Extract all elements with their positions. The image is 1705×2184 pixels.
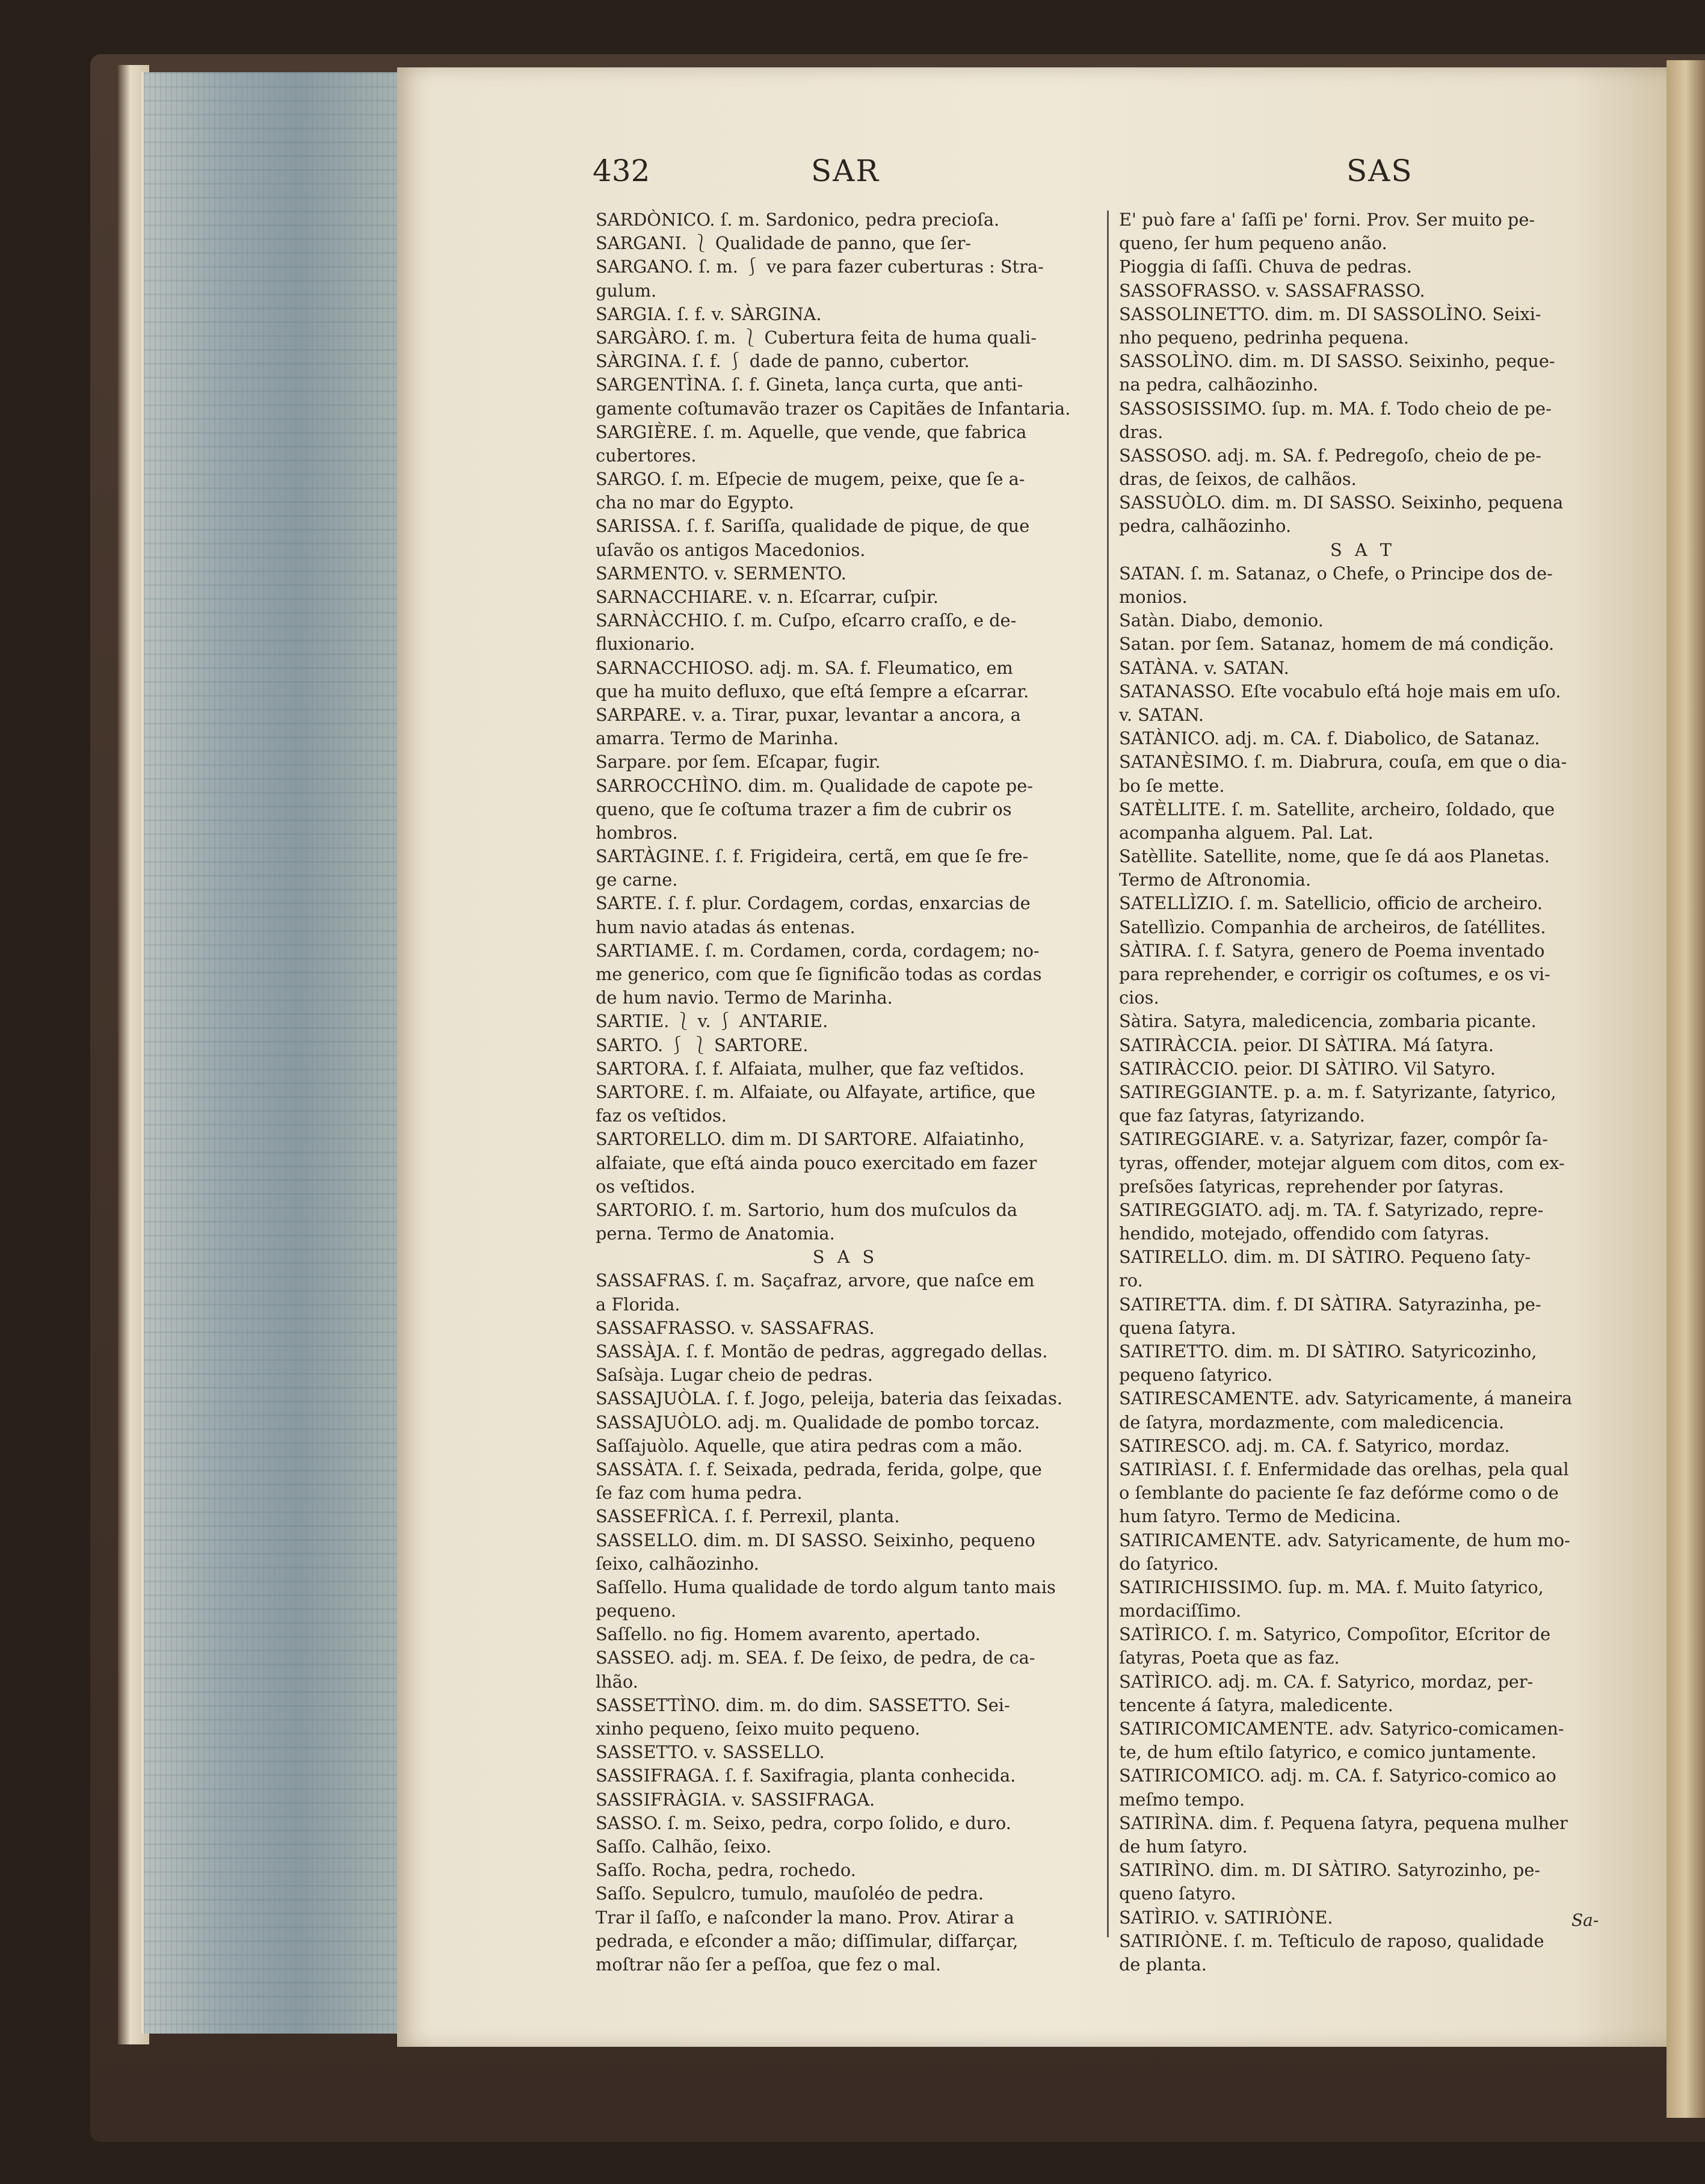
- entry-line: SATÀNICO. adj. m. CA. f. Diabolico, de Satanaz.: [1119, 728, 1540, 749]
- entry-line: E' può fare a' ſaſſi pe' forni. Prov. Ser muito pe-: [1119, 209, 1535, 230]
- entry-line: SASSEO. adj. m. SEA. f. De ſeixo, de pedra, de ca-: [596, 1647, 1035, 1668]
- entry-line: gulum.: [596, 280, 657, 301]
- entry-line: hendido, motejado, offendido com ſatyras.: [1119, 1223, 1490, 1244]
- entry-line: SASSUÒLO. dim. m. DI SASSO. Seixinho, pequena: [1119, 492, 1564, 513]
- entry-line: SATIRELLO. dim. m. DI SÀTIRO. Pequeno ſaty-: [1119, 1247, 1531, 1268]
- entry-line: SASSÀTA. ſ. f. Seixada, pedrada, ferida, golpe, que: [596, 1458, 1042, 1479]
- page-number: 432: [593, 153, 650, 188]
- entry-line: SATÀNA. v. SATAN.: [1119, 657, 1289, 678]
- entry-line: SATELLÌZIO. ſ. m. Satellicio, officio de archeiro.: [1119, 893, 1543, 914]
- entry-line: SARTORE. ſ. m. Alfaiate, ou Alfayate, artifice, que: [596, 1081, 1035, 1102]
- entry-line: quena ſatyra.: [1119, 1317, 1236, 1338]
- entry-line: Saſsàja. Lugar cheio de pedras.: [596, 1365, 873, 1386]
- entry-line: a Florida.: [596, 1294, 680, 1315]
- entry-line: SASSEFRÌCA. ſ. f. Perrexil, planta.: [596, 1506, 900, 1527]
- entry-line: SÀTIRA. ſ. f. Satyra, genero de Poema inventado: [1119, 940, 1545, 961]
- entry-line: ſe faz com huma pedra.: [596, 1482, 803, 1504]
- entry-line: perna. Termo de Anatomia.: [596, 1223, 835, 1244]
- entry-line: Termo de Aſtronomia.: [1119, 869, 1312, 890]
- entry-line: na pedra, calhãozinho.: [1119, 374, 1319, 395]
- entry-line: SARGENTÌNA. ſ. f. Gineta, lança curta, que anti-: [596, 374, 1023, 395]
- entry-line: hum navio atadas ás entenas.: [596, 916, 856, 937]
- entry-line: SATIRESCO. adj. m. CA. f. Satyrico, mordaz.: [1119, 1435, 1510, 1456]
- entry-line: SASSOSO. adj. m. SA. f. Pedregoſo, cheio de pe-: [1119, 445, 1541, 466]
- entry-line: SATIRICOMICAMENTE. adv. Satyrico-comicamen-: [1119, 1718, 1564, 1739]
- running-head-right: SAS: [1346, 153, 1413, 188]
- entry-line: SATIRETTA. dim. f. DI SÀTIRA. Satyrazinha, pe-: [1119, 1294, 1541, 1315]
- entry-line: Sarpare. por ſem. Eſcapar, fugir.: [596, 751, 881, 773]
- entry-line: SARISSA. ſ. f. Sariſſa, qualidade de pique, de que: [596, 516, 1030, 537]
- entry-line: SASSOFRASSO. v. SASSAFRASSO.: [1119, 280, 1425, 301]
- facing-page-edge: [1666, 60, 1705, 2118]
- entry-line: gamente coſtumavão trazer os Capitães de Infantaria.: [596, 398, 1071, 419]
- entry-line: SASSAJUÒLA. ſ. f. Jogo, peleija, bateria das ſeixadas.: [596, 1388, 1063, 1409]
- entry-line: Saſſello. no fig. Homem avarento, apertado.: [596, 1624, 981, 1645]
- entry-line: SASSÀJA. ſ. f. Montão de pedras, aggregado dellas.: [596, 1341, 1048, 1362]
- entry-line: SATIREGGIANTE. p. a. m. f. Satyrizante, ſatyrico,: [1119, 1081, 1556, 1102]
- entry-line: SARTO. ⎰ ⎱ SARTORE.: [596, 1034, 809, 1055]
- entry-line: pedra, calhãozinho.: [1119, 516, 1292, 537]
- entry-line: SARGANO. ſ. m. ⎰ ve para fazer cuberturas : Stra-: [596, 256, 1044, 277]
- entry-line: S A S: [812, 1247, 878, 1268]
- entry-line: meſmo tempo.: [1119, 1789, 1245, 1810]
- entry-line: monios.: [1119, 587, 1188, 607]
- entry-line: me generico, com que ſe ſignificão todas as cordas: [596, 964, 1042, 984]
- entry-line: SARNACCHIOSO. adj. m. SA. f. Fleumatico, em: [596, 657, 1013, 678]
- entry-line: SARGIÈRE. ſ. m. Aquelle, que vende, que fabrica: [596, 421, 1027, 442]
- entry-line: que faz ſatyras, ſatyrizando.: [1119, 1105, 1365, 1126]
- entry-line: SARTORELLO. dim m. DI SARTORE. Alfaiatinho,: [596, 1129, 1025, 1150]
- running-head-left: SAR: [811, 153, 880, 188]
- entry-line: SATIRESCAMENTE. adv. Satyricamente, á maneira: [1119, 1388, 1573, 1409]
- entry-line: tyras, offender, motejar alguem com ditos, com ex-: [1119, 1152, 1565, 1173]
- entry-line: SARTORIO. ſ. m. Sartorio, hum dos muſculos da: [596, 1199, 1018, 1220]
- entry-line: hombros.: [596, 822, 678, 843]
- entry-line: SASSOSISSIMO. ſup. m. MA. f. Todo cheio de pe-: [1119, 398, 1552, 419]
- entry-line: o ſemblante do paciente ſe faz defórme como o de: [1119, 1482, 1559, 1504]
- entry-line: cha no mar do Egypto.: [596, 492, 795, 513]
- entry-line: SARPARE. v. a. Tirar, puxar, levantar a ancora, a: [596, 704, 1021, 725]
- entry-line: SASSELLO. dim. m. DI SASSO. Seixinho, pequeno: [596, 1529, 1035, 1550]
- entry-line: de hum ſatyro.: [1119, 1836, 1248, 1857]
- page-fore-edge: [141, 72, 402, 2034]
- entry-line: SASSOLINETTO. dim. m. DI SASSOLÌNO. Seixi-: [1119, 303, 1541, 324]
- entry-line: SARDÒNICO. ſ. m. Sardonico, pedra precioſa.: [596, 209, 1000, 230]
- entry-line: SARTIAME. ſ. m. Cordamen, corda, cordagem; no-: [596, 940, 1040, 961]
- entry-line: Pioggia di ſaſſi. Chuva de pedras.: [1119, 256, 1412, 277]
- entry-line: uſavão os antigos Macedonios.: [596, 539, 866, 560]
- entry-line: dras, de ſeixos, de calhãos.: [1119, 469, 1357, 490]
- entry-line: nho pequeno, pedrinha pequena.: [1119, 327, 1409, 348]
- entry-line: para reprehender, e corrigir os coſtumes, e os vi-: [1119, 964, 1550, 984]
- entry-line: SARGIA. ſ. f. v. SÀRGINA.: [596, 303, 822, 324]
- entry-line: SATIREGGIATO. adj. m. TA. f. Satyrizado, repre-: [1119, 1199, 1544, 1220]
- entry-line: bo ſe mette.: [1119, 775, 1225, 796]
- entry-line: SATÈLLITE. ſ. m. Satellite, archeiro, ſoldado, que: [1119, 798, 1555, 819]
- entry-line: SASSAJUÒLO. adj. m. Qualidade de pombo torcaz.: [596, 1411, 1040, 1433]
- entry-line: ro.: [1119, 1270, 1143, 1291]
- entry-line: SATIRICAMENTE. adv. Satyricamente, de hum mo-: [1119, 1529, 1570, 1550]
- entry-line: alfaiate, que eſtá ainda pouco exercitado em fazer: [596, 1152, 1037, 1173]
- entry-line: SATIRÌASI. ſ. f. Enfermidade das orelhas, pela qual: [1119, 1458, 1569, 1479]
- entry-line: SATIRIÒNE. ſ. m. Teſticulo de raposo, qualidade: [1119, 1930, 1544, 1951]
- entry-line: cubertores.: [596, 445, 697, 466]
- entry-line: SATIRÀCCIO. peior. DI SÀTIRO. Vil Satyro.: [1119, 1058, 1496, 1079]
- entry-line: SATIRETTO. dim. m. DI SÀTIRO. Satyricozinho,: [1119, 1341, 1537, 1362]
- entry-line: SATIRÌNA. dim. f. Pequena ſatyra, pequena mulher: [1119, 1812, 1568, 1833]
- entry-line: que ha muito defluxo, que eſtá ſempre a eſcarrar.: [596, 680, 1029, 702]
- entry-line: Saſſo. Rocha, pedra, rochedo.: [596, 1860, 856, 1881]
- entry-line: SARMENTO. v. SERMENTO.: [596, 563, 846, 584]
- entry-line: SASSIFRÀGIA. v. SASSIFRAGA.: [596, 1789, 875, 1810]
- entry-line: SATANASSO. Eſte vocabulo eſtá hoje mais em uſo.: [1119, 680, 1561, 702]
- entry-line: pedrada, e eſconder a mão; diſſimular, diſfarçar,: [596, 1930, 1019, 1951]
- entry-line: SARTIE. ⎱ v. ⎰ ANTARIE.: [596, 1011, 828, 1032]
- entry-line: moſtrar não ſer a peſſoa, que fez o mal.: [596, 1954, 942, 1975]
- entry-line: do ſatyrico.: [1119, 1553, 1219, 1574]
- right-column: [1119, 208, 1606, 1976]
- entry-line: Sàtira. Satyra, maledicencia, zombaria picante.: [1119, 1011, 1537, 1032]
- entry-line: xinho pequeno, ſeixo muito pequeno.: [596, 1718, 920, 1739]
- entry-line: SASSAFRASSO. v. SASSAFRAS.: [596, 1317, 875, 1338]
- entry-line: v. SATAN.: [1119, 704, 1204, 725]
- entry-line: SASSIFRAGA. ſ. f. Saxifragia, planta conhecida.: [596, 1765, 1016, 1786]
- entry-line: mordaciſſimo.: [1119, 1600, 1242, 1621]
- entry-line: hum ſatyro. Termo de Medicina.: [1119, 1506, 1401, 1527]
- entry-line: Saſſo. Calhão, ſeixo.: [596, 1836, 772, 1857]
- entry-line: queno ſatyro.: [1119, 1883, 1236, 1904]
- entry-line: SARTORA. ſ. f. Alfaiata, mulher, que faz veſtidos.: [596, 1058, 1025, 1079]
- entry-line: Satèllite. Satellite, nome, que ſe dá aos Planetas.: [1119, 846, 1550, 867]
- left-column: [596, 208, 1095, 1976]
- entry-line: SATANÈSIMO. ſ. m. Diabrura, couſa, em que o dia-: [1119, 751, 1567, 773]
- entry-line: dras.: [1119, 421, 1164, 442]
- entry-line: Satàn. Diabo, demonio.: [1119, 610, 1324, 631]
- entry-line: Saſſajuòlo. Aquelle, que atira pedras com a mão.: [596, 1435, 1023, 1456]
- entry-line: Satellìzio. Companhia de archeiros, de ſatéllites.: [1119, 916, 1546, 937]
- entry-line: SÀRGINA. ſ. f. ⎰ dade de panno, cubertor.: [596, 351, 970, 372]
- entry-line: Saſſello. Huma qualidade de tordo algum tanto mais: [596, 1576, 1056, 1597]
- entry-line: queno, que ſe coſtuma trazer a fim de cubrir os: [596, 798, 1012, 819]
- catchword: Sa-: [1571, 1910, 1599, 1930]
- entry-line: amarra. Termo de Marinha.: [596, 728, 839, 749]
- entry-line: SASSO. ſ. m. Seixo, pedra, corpo ſolido, e duro.: [596, 1812, 1011, 1833]
- entry-line: SASSAFRAS. ſ. m. Saçafraz, arvore, que naſce em: [596, 1270, 1035, 1291]
- entry-line: SASSOLÌNO. dim. m. DI SASSO. Seixinho, peque-: [1119, 351, 1555, 372]
- entry-line: queno, ſer hum pequeno anão.: [1119, 233, 1387, 254]
- entry-line: os veſtidos.: [596, 1176, 695, 1197]
- entry-line: SATÌRIO. v. SATIRIÒNE.: [1119, 1907, 1333, 1928]
- entry-line: Saſſo. Sepulcro, tumulo, mauſoléo de pedra.: [596, 1883, 984, 1904]
- entry-line: SARGANI. ⎱ Qualidade de panno, que ſer-: [596, 233, 972, 254]
- entry-line: SASSETTO. v. SASSELLO.: [596, 1742, 825, 1763]
- entry-line: te, de hum eſtilo ſatyrico, e comico juntamente.: [1119, 1742, 1537, 1763]
- entry-line: pequeno ſatyrico.: [1119, 1365, 1273, 1386]
- entry-line: SATIRÌNO. dim. m. DI SÀTIRO. Satyrozinho, pe-: [1119, 1860, 1541, 1881]
- entry-line: lhão.: [596, 1671, 638, 1692]
- entry-line: SATIRICOMICO. adj. m. CA. f. Satyrico-comico ao: [1119, 1765, 1556, 1786]
- entry-line: S A T: [1330, 539, 1396, 560]
- entry-line: SARNACCHIARE. v. n. Eſcarrar, cuſpir.: [596, 587, 939, 607]
- entry-line: Trar il ſaſſo, e naſconder la mano. Prov. Atirar a: [596, 1907, 1014, 1928]
- entry-line: fluxionario.: [596, 634, 695, 655]
- entry-line: faz os veſtidos.: [596, 1105, 727, 1126]
- entry-line: ſatyras, Poeta que as faz.: [1119, 1647, 1340, 1668]
- entry-line: ge carne.: [596, 869, 678, 890]
- entry-line: ſeixo, calhãozinho.: [596, 1553, 759, 1574]
- entry-line: tencente á ſatyra, maledicente.: [1119, 1694, 1393, 1715]
- entry-line: cios.: [1119, 987, 1159, 1008]
- entry-line: SATAN. ſ. m. Satanaz, o Chefe, o Principe dos de-: [1119, 563, 1553, 584]
- entry-line: SARTÀGINE. ſ. f. Frigideira, certã, em que ſe fre-: [596, 846, 1029, 867]
- entry-line: acompanha alguem. Pal. Lat.: [1119, 822, 1374, 843]
- entry-line: SARTE. ſ. f. plur. Cordagem, cordas, enxarcias de: [596, 893, 1031, 914]
- entry-line: SARROCCHÌNO. dim. m. Qualidade de capote pe-: [596, 775, 1033, 796]
- entry-line: Satan. por ſem. Satanaz, homem de má condição.: [1119, 634, 1555, 655]
- entry-line: SATIRÀCCIA. peior. DI SÀTIRA. Má ſatyra.: [1119, 1034, 1494, 1055]
- entry-line: SATÌRICO. ſ. m. Satyrico, Compoſitor, Eſcritor de: [1119, 1624, 1551, 1645]
- entry-line: SATIRICHISSIMO. ſup. m. MA. f. Muito ſatyrico,: [1119, 1576, 1544, 1597]
- entry-line: SASSETTÌNO. dim. m. do dim. SASSETTO. Sei-: [596, 1694, 1010, 1715]
- entry-line: SARGO. ſ. m. Eſpecie de mugem, peixe, que ſe a-: [596, 469, 1025, 490]
- column-divider: [1107, 211, 1109, 1937]
- entry-line: de planta.: [1119, 1954, 1207, 1975]
- entry-line: de ſatyra, mordazmente, com maledicencia.: [1119, 1411, 1505, 1433]
- entry-line: pequeno.: [596, 1600, 677, 1621]
- entry-line: preſsões ſatyricas, reprehender por ſatyras.: [1119, 1176, 1504, 1197]
- entry-line: de hum navio. Termo de Marinha.: [596, 987, 893, 1008]
- entry-line: SATIREGGIARE. v. a. Satyrizar, fazer, compôr ſa-: [1119, 1129, 1548, 1150]
- entry-line: SARGÀRO. ſ. m. ⎱ Cubertura feita de huma quali-: [596, 327, 1037, 348]
- entry-line: SATÌRICO. adj. m. CA. f. Satyrico, mordaz, per-: [1119, 1671, 1534, 1692]
- entry-line: SARNÀCCHIO. ſ. m. Cuſpo, eſcarro craſſo, e de-: [596, 610, 1017, 631]
